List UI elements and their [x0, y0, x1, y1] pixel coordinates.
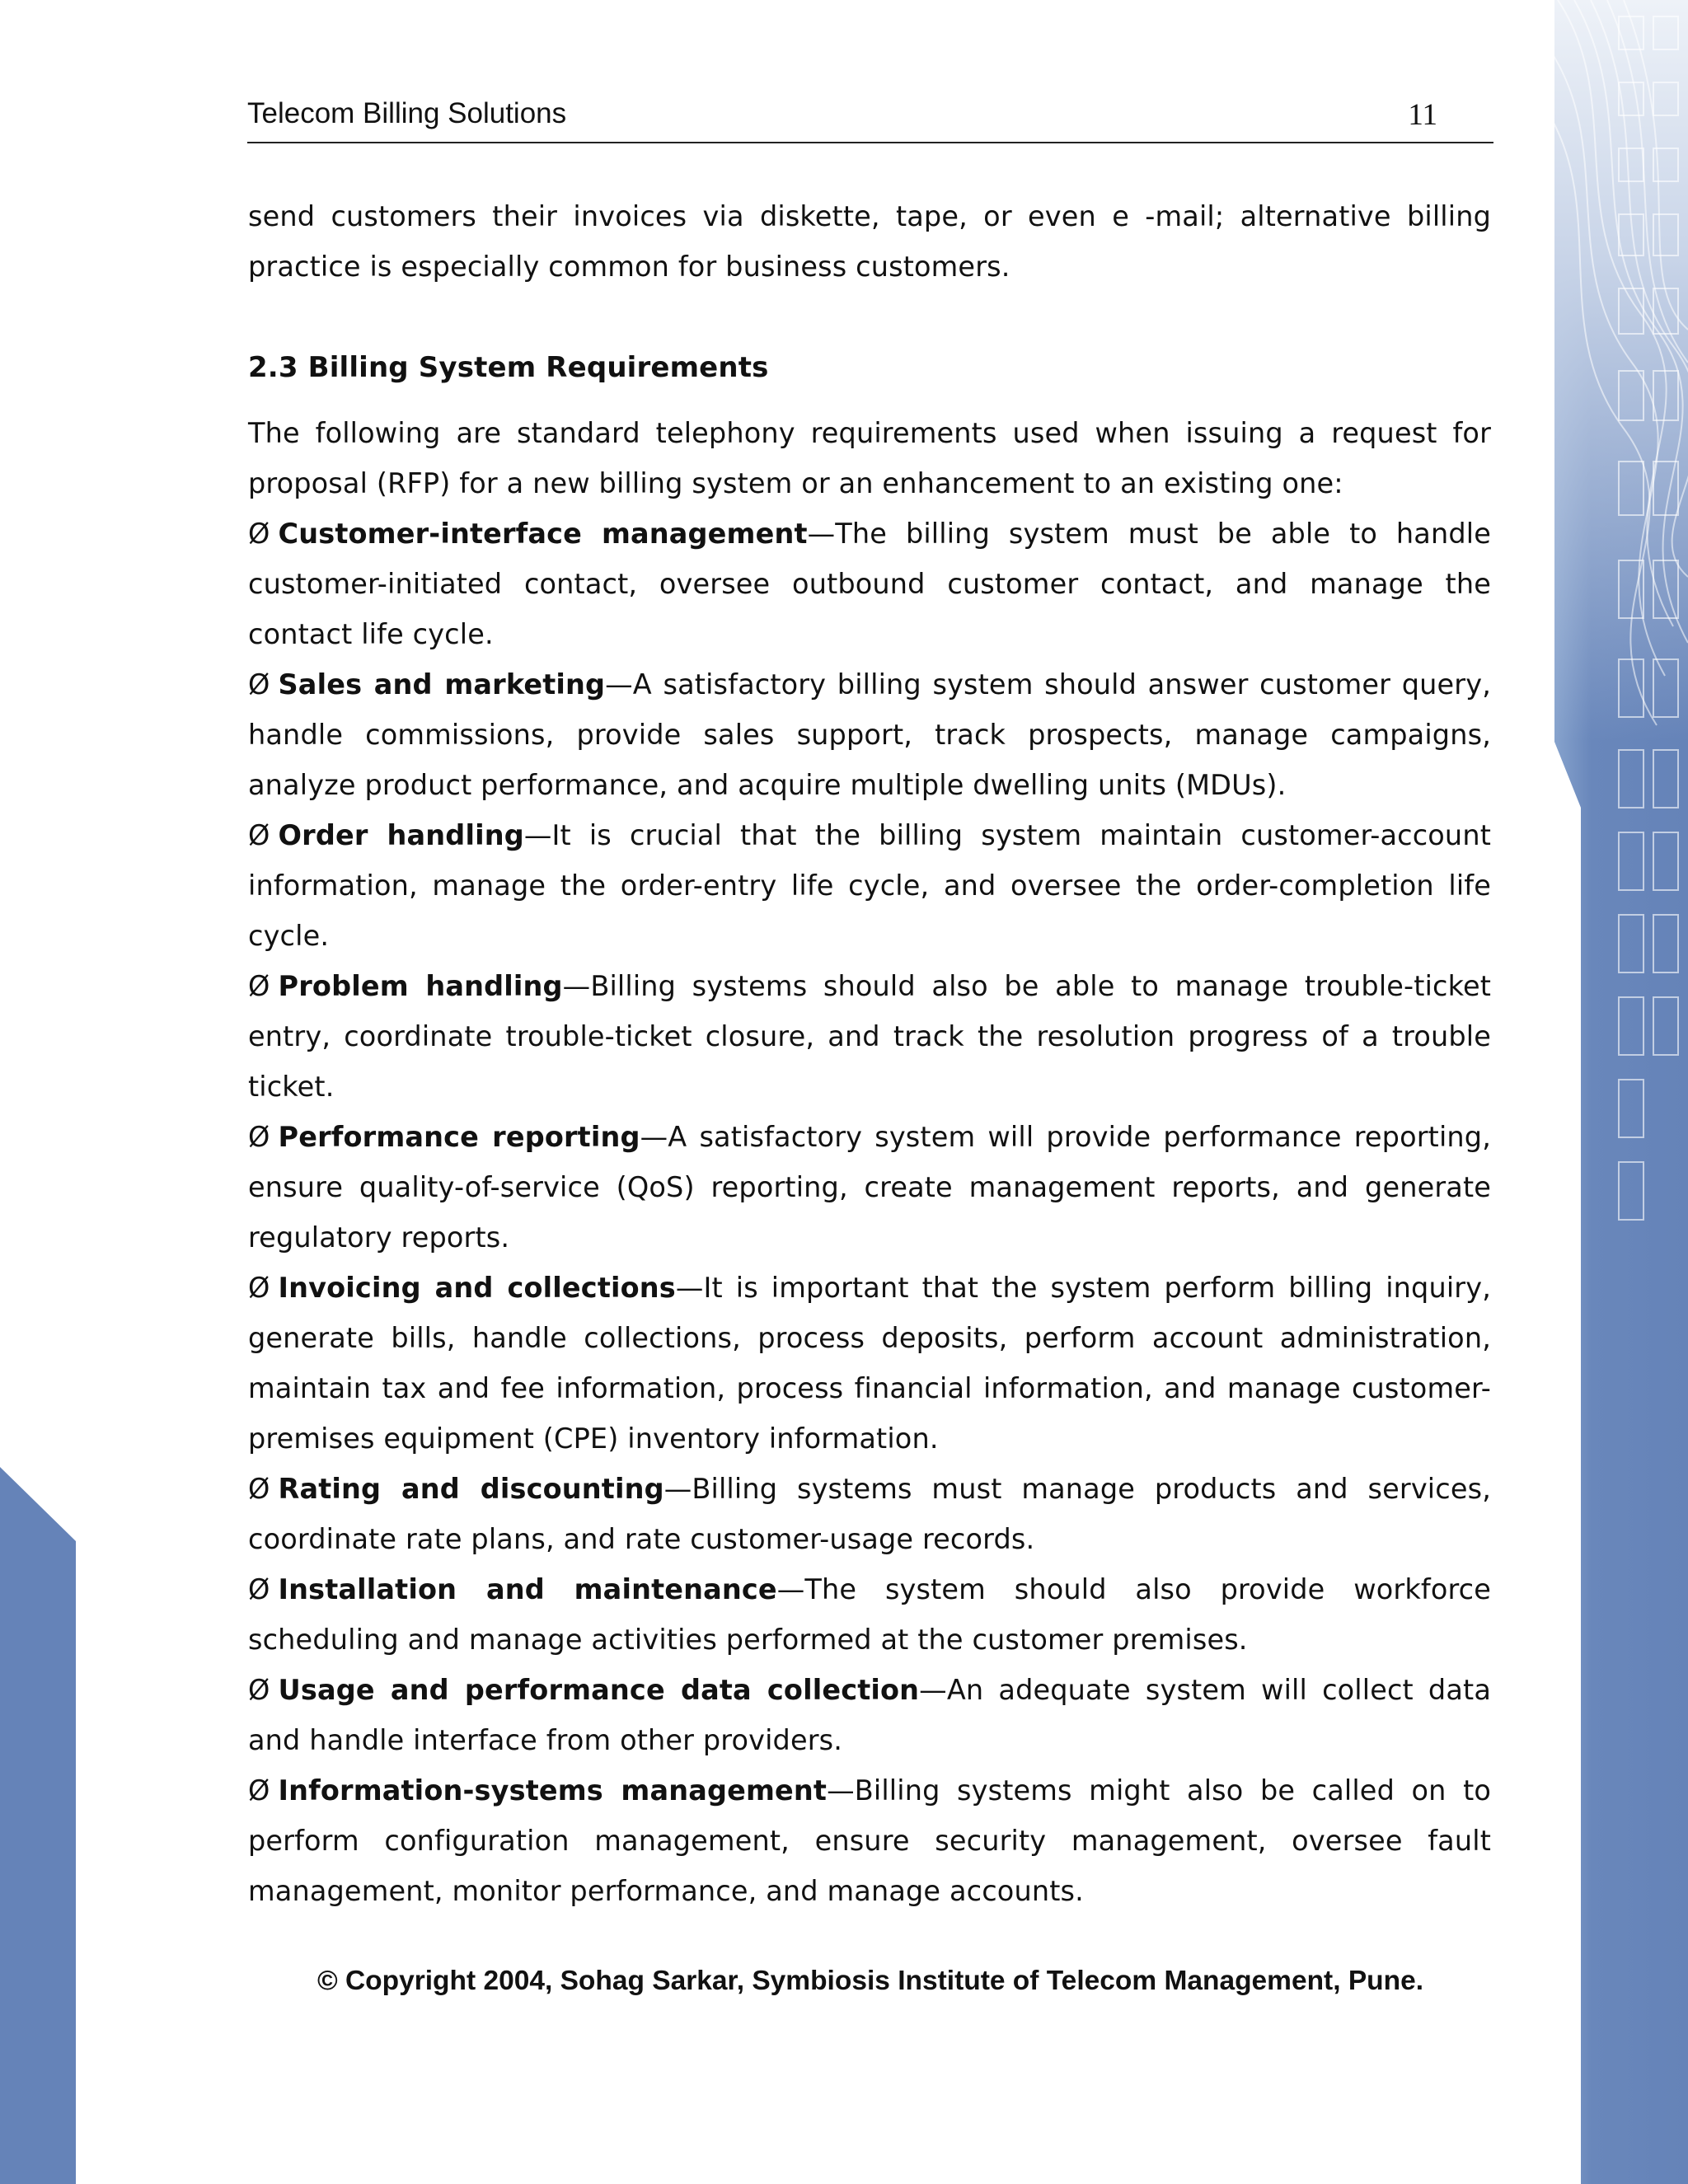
requirement-description: —Billing systems must manage products and services, coordinate rate plans, and rate customer-usage records. — [248, 1473, 1491, 1555]
band-white-notch — [1550, 0, 1581, 2184]
requirement-item — [248, 1464, 1491, 1564]
requirement-item — [248, 810, 1491, 961]
requirement-term: Order handling — [278, 819, 524, 851]
requirement-description: —Billing systems might also be called on to perform configuration management, ensure security management, oversee fault management, monitor performance, and manage accounts. — [248, 1774, 1491, 1907]
page-header — [247, 97, 1493, 143]
bullet-marker: Ø — [248, 1473, 270, 1505]
bullet-marker: Ø — [248, 668, 270, 701]
requirement-term: Customer-interface management — [278, 518, 808, 550]
requirement-term: Usage and performance data collection — [278, 1674, 920, 1706]
intro-paragraph: send customers their invoices via diskette, tape, or even e -mail; alternative billing practice is especially common for business customers. — [248, 200, 1491, 283]
requirement-description: —An adequate system will collect data and handle interface from other providers. — [248, 1674, 1491, 1756]
requirement-description: —It is important that the system perform billing inquiry, generate bills, handle collections, process deposits, perform account administration, maintain tax and fee information, process financial information, and manage customer-premises equipment (CPE) inventory information. — [248, 1272, 1491, 1455]
bullet-marker: Ø — [248, 1774, 270, 1807]
requirement-item — [248, 1564, 1491, 1665]
section-lead-paragraph: The following are standard telephony requirements used when issuing a request for proposal (RFP) for a new billing system or an enhancement to an existing one: — [248, 417, 1491, 499]
requirement-term: Problem handling — [278, 970, 563, 1002]
bullet-marker: Ø — [248, 1272, 270, 1304]
requirement-description: —A satisfactory billing system should answer customer query, handle commissions, provide sales support, track prospects, manage campaigns, analyze product performance, and acquire multiple dwelling units (MDUs). — [248, 668, 1491, 801]
bullet-marker: Ø — [248, 1121, 270, 1153]
requirement-term: Invoicing and collections — [278, 1272, 676, 1304]
running-title: Telecom Billing Solutions — [247, 97, 567, 129]
requirement-item — [248, 1263, 1491, 1464]
requirement-item — [248, 961, 1491, 1112]
requirement-term: Sales and marketing — [278, 668, 606, 701]
requirement-item — [248, 659, 1491, 810]
bullet-marker: Ø — [248, 518, 270, 550]
requirement-term: Installation and maintenance — [278, 1573, 777, 1605]
requirement-term: Performance reporting — [278, 1121, 640, 1153]
requirement-item — [248, 1665, 1491, 1765]
requirement-item — [248, 509, 1491, 659]
requirement-item — [248, 1765, 1491, 1916]
requirement-description: —The billing system must be able to handle customer-initiated contact, oversee outbound customer contact, and manage the contact life cycle. — [248, 518, 1491, 650]
requirement-item — [248, 1112, 1491, 1263]
requirement-term: Rating and discounting — [278, 1473, 664, 1505]
requirement-description: —A satisfactory system will provide performance reporting, ensure quality-of-service (QoS) reporting, create management reports, and generate regulatory reports. — [248, 1121, 1491, 1254]
page-number: 11 — [1408, 98, 1437, 132]
requirement-term: Information-systems management — [278, 1774, 828, 1807]
copyright-footer: © Copyright 2004, Sohag Sarkar, Symbiosis Institute of Telecom Management, Pune. — [316, 1966, 1424, 1996]
page-body — [248, 191, 1491, 1916]
bullet-marker: Ø — [248, 819, 270, 851]
bullet-marker: Ø — [248, 1674, 270, 1706]
bullet-marker: Ø — [248, 970, 270, 1002]
left-decorative-wedge — [0, 1467, 76, 2184]
bullet-marker: Ø — [248, 1573, 270, 1605]
requirement-description: —It is crucial that the billing system maintain customer-account information, manage the order-entry life cycle, and oversee the order-completion life cycle. — [248, 819, 1491, 952]
requirement-description: —Billing systems should also be able to manage trouble-ticket entry, coordinate trouble-ticket closure, and track the resolution progress of a trouble ticket. — [248, 970, 1491, 1103]
section-heading: 2.3 Billing System Requirements — [248, 351, 769, 384]
requirement-description: —The system should also provide workforce scheduling and manage activities performed at the customer premises. — [248, 1573, 1492, 1656]
